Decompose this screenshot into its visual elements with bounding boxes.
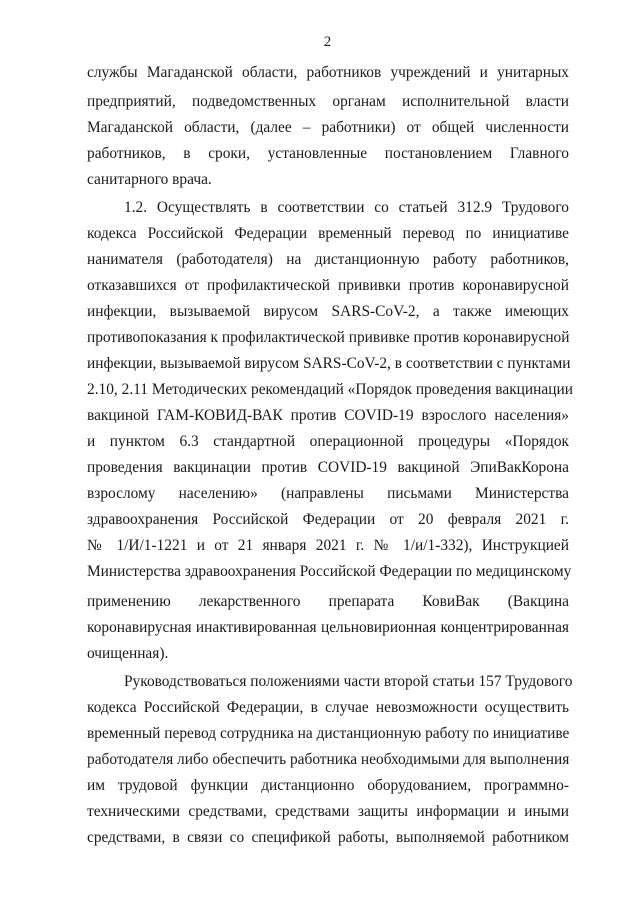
text-line: работодателя либо обеспечить работника необходимыми для выполнения (87, 751, 570, 768)
text-line: временный перевод сотрудника на дистанционную работу по инициативе (87, 725, 570, 742)
text-line: отказавшихся от профилактической прививки против коронавирусной (87, 277, 569, 294)
text-line: вакциной ГАМ-КОВИД-ВАК против COVID-19 взрослого населения» (87, 407, 569, 424)
text-line: нанимателя (работодателя) на дистанционную работу работников, (87, 251, 569, 268)
text-line: им трудовой функции дистанционно оборудованием, программно- (87, 777, 569, 794)
text-line: Магаданской области, (далее – работники) от общей численности (87, 119, 569, 136)
text-line: предприятий, подведомственных органам исполнительной власти (87, 93, 569, 110)
text-line: средствами, в связи со спецификой работы, выполняемой работником (87, 829, 569, 846)
text-line: проведения вакцинации против COVID-19 вакциной ЭпиВакКорона (87, 459, 569, 476)
text-line: здравоохранения Российской Федерации от 20 февраля 2021 г. (87, 511, 569, 528)
text-line: коронавирусная инактивированная цельновирионная концентрированная (87, 619, 569, 636)
text-line: очищенная). (87, 645, 169, 662)
page-number: 2 (323, 34, 332, 50)
text-line: взрослому населению» (направлены письмами Министерства (87, 485, 569, 502)
text-line: инфекции, вызываемой вирусом SARS-CoV-2, а также имеющих (87, 303, 569, 320)
text-line: применению лекарственного препарата КовиВак (Вакцина (87, 593, 569, 610)
text-line: работников, в сроки, установленные постановлением Главного (87, 145, 569, 162)
text-line: № 1/И/1-1221 и от 21 января 2021 г. № 1/и/1-332), Инструкцией (87, 537, 569, 554)
text-line: Министерства здравоохранения Российской Федерации по медицинскому (87, 563, 572, 580)
text-line: санитарного врача. (87, 171, 212, 188)
text-line: кодекса Российской Федерации временный перевод по инициативе (87, 225, 569, 242)
text-line: и пунктом 6.3 стандартной операционной процедуры «Порядок (87, 433, 569, 450)
text-line: Руководствоваться положениями части второй статьи 157 Трудового (124, 673, 573, 690)
text-line: 1.2. Осуществлять в соответствии со статьей 312.9 Трудового (124, 199, 569, 216)
text-line: техническими средствами, средствами защиты информации и иными (87, 803, 569, 820)
text-line: противопоказания к профилактической прививке против коронавирусной (87, 329, 570, 346)
text-line: инфекции, вызываемой вирусом SARS-CoV-2, в соответствии с пунктами (87, 355, 571, 372)
text-line: службы Магаданской области, работников учреждений и унитарных (87, 64, 569, 81)
text-line: 2.10, 2.11 Методических рекомендаций «Порядок проведения вакцинации (87, 381, 573, 398)
text-line: кодекса Российской Федерации, в случае невозможности осуществить (87, 699, 569, 716)
